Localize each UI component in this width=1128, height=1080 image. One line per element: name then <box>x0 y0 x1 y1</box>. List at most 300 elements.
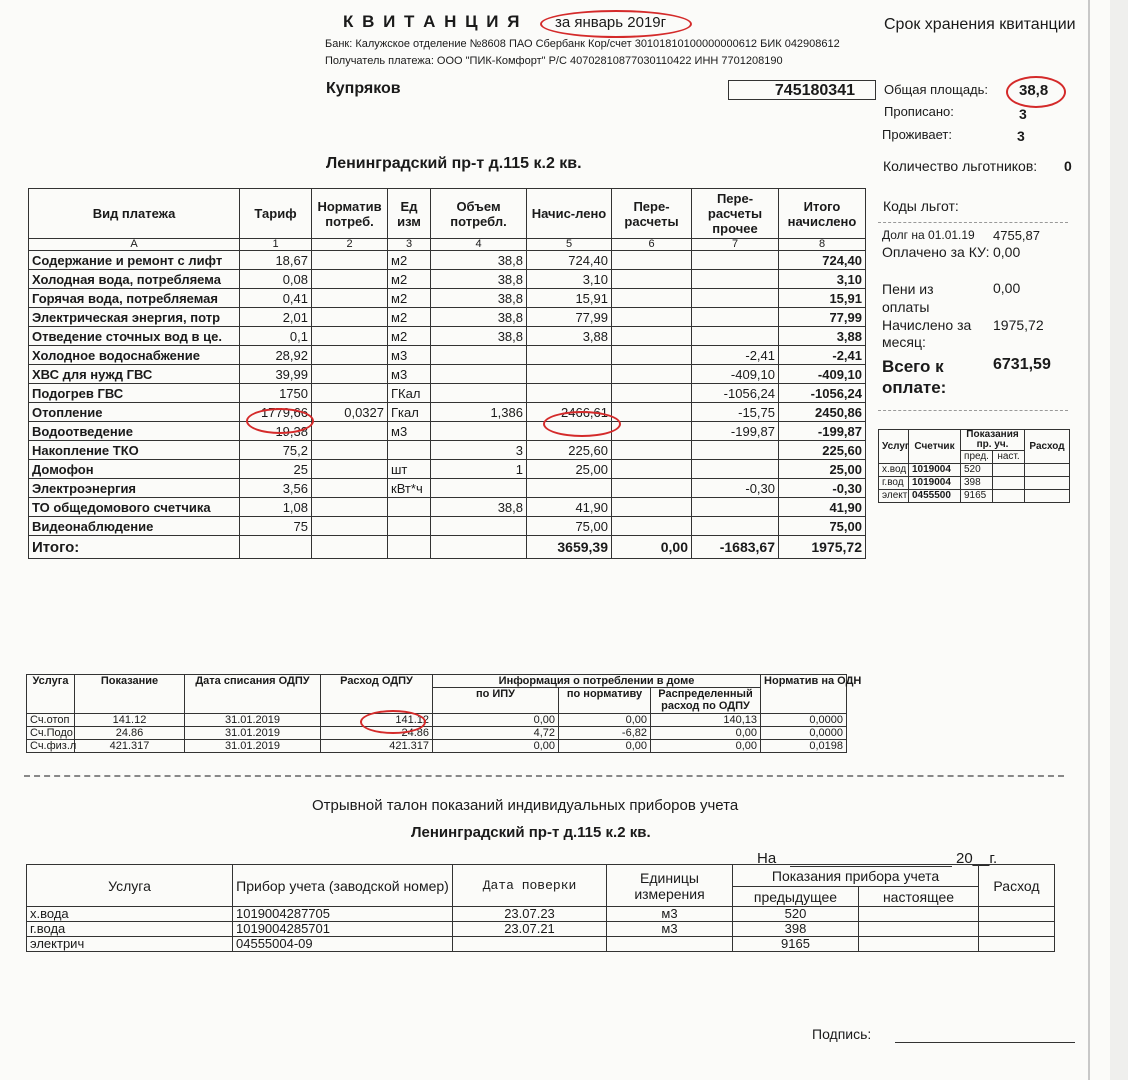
norm-cell <box>312 384 388 403</box>
tear-cell[interactable] <box>859 937 979 952</box>
tariff-cell: 75,2 <box>240 441 312 460</box>
divider <box>878 222 1068 223</box>
norm-cell: 0,0327 <box>312 403 388 422</box>
tear-row <box>27 937 1055 952</box>
meter-readings-mini <box>878 429 1070 503</box>
tear-title: Отрывной талон показаний индивидуальных приборов учета <box>312 797 739 814</box>
charge-row <box>29 498 866 517</box>
total-cell: 25,00 <box>779 460 866 479</box>
tear-h-service: Услуга <box>27 865 233 907</box>
charge-row <box>29 422 866 441</box>
empty-cell <box>388 536 431 559</box>
meter-h-prev: пред. <box>961 451 993 464</box>
registered-value: 3 <box>1019 106 1027 122</box>
recalc-other-cell <box>692 251 779 270</box>
meter-h-meter: Счетчик <box>909 430 961 464</box>
odpu-h-odn: Норматив на ОДН <box>761 675 847 714</box>
charges-table <box>28 188 866 559</box>
volume-cell <box>431 365 527 384</box>
meter-h-curr: наст. <box>993 451 1025 464</box>
unit-cell: м3 <box>388 346 431 365</box>
tariff-cell: 3,56 <box>240 479 312 498</box>
unit-cell: м2 <box>388 270 431 289</box>
norm-cell <box>312 308 388 327</box>
odpu-h-ipu: по ИПУ <box>433 688 559 714</box>
service-name-cell: Домофон <box>29 460 240 479</box>
address: Ленинградский пр-т д.115 к.2 кв. <box>326 155 582 172</box>
volume-cell: 3 <box>431 441 527 460</box>
volume-cell: 38,8 <box>431 308 527 327</box>
charge-row <box>29 251 866 270</box>
norm-cell <box>312 517 388 536</box>
area-highlight-circle <box>1006 76 1066 108</box>
norm-cell <box>312 365 388 384</box>
recalc-cell <box>612 498 692 517</box>
penalty-value: 0,00 <box>993 280 1021 296</box>
tear-cell: 520 <box>733 907 859 922</box>
charged-cell: 25,00 <box>527 460 612 479</box>
unit-cell: м3 <box>388 365 431 384</box>
charge-row <box>29 270 866 289</box>
tear-cell: 1019004287705 <box>233 907 453 922</box>
odpu-cell: 31.01.2019 <box>185 727 321 740</box>
tear-cell: м3 <box>607 922 733 937</box>
meter-number: 0455500 <box>909 490 961 503</box>
tear-h-prev: предыдущее <box>733 887 859 907</box>
tear-date-suffix: 20__г. <box>956 850 998 867</box>
tear-h-units: Единицы измерения <box>607 865 733 907</box>
tear-cell: 398 <box>733 922 859 937</box>
recalc-other-cell <box>692 270 779 289</box>
tariff-cell: 1,08 <box>240 498 312 517</box>
norm-cell <box>312 327 388 346</box>
odpu-h-dist: Распределенный расход по ОДПУ <box>651 688 761 714</box>
paid-value: 0,00 <box>993 244 1021 260</box>
charged-cell: 3,10 <box>527 270 612 289</box>
recalc-cell <box>612 251 692 270</box>
service-name-cell: Электроэнергия <box>29 479 240 498</box>
recalc-cell <box>612 327 692 346</box>
charged-cell: 2466,61 <box>527 403 612 422</box>
recalc-cell <box>612 308 692 327</box>
benef-value: 0 <box>1064 158 1072 174</box>
odpu-cell: Сч.отоп <box>27 714 75 727</box>
meter-curr[interactable] <box>993 464 1025 477</box>
service-name-cell: Отопление <box>29 403 240 422</box>
tear-cell: 9165 <box>733 937 859 952</box>
recalc-cell <box>612 346 692 365</box>
odpu-cell: Сч.физ.л <box>27 740 75 753</box>
unit-cell: м2 <box>388 308 431 327</box>
odpu-cell: 24.86 <box>321 727 433 740</box>
odpu-h-norm: по нормативу <box>559 688 651 714</box>
odpu-cell: 31.01.2019 <box>185 714 321 727</box>
service-name-cell: Холодная вода, потребляема <box>29 270 240 289</box>
charge-row <box>29 384 866 403</box>
recalc-cell <box>612 270 692 289</box>
codes-label: Коды льгот: <box>883 198 959 214</box>
charge-row <box>29 479 866 498</box>
meter-curr[interactable] <box>993 490 1025 503</box>
penalty-label: Пени из оплаты <box>882 281 934 315</box>
index-cell: 3 <box>388 239 431 251</box>
volume-cell: 38,8 <box>431 327 527 346</box>
col-header-service: Вид платежа <box>29 189 240 239</box>
tear-h-usage: Расход <box>979 865 1055 907</box>
signature-line <box>895 1042 1075 1043</box>
unit-cell: м3 <box>388 422 431 441</box>
charged-cell <box>527 479 612 498</box>
total-cell: 2450,86 <box>779 403 866 422</box>
unit-cell: м2 <box>388 289 431 308</box>
odpu-cell: 0,00 <box>651 740 761 753</box>
tear-h-device: Прибор учета (заводской номер) <box>233 865 453 907</box>
index-cell: 8 <box>779 239 866 251</box>
tear-cell <box>453 937 607 952</box>
total-due-value: 6731,59 <box>993 356 1051 373</box>
tear-cell[interactable] <box>859 922 979 937</box>
total-cell: 77,99 <box>779 308 866 327</box>
unit-cell: Гкал <box>388 403 431 422</box>
charge-row <box>29 327 866 346</box>
odpu-cell: 141.12 <box>321 714 433 727</box>
fold-line <box>1088 0 1090 1080</box>
charge-row <box>29 365 866 384</box>
tariff-cell: 19,38 <box>240 422 312 441</box>
period-highlight-circle <box>540 10 692 38</box>
norm-cell <box>312 460 388 479</box>
meter-h-usage: Расход <box>1025 430 1070 464</box>
charged-cell: 41,90 <box>527 498 612 517</box>
total-cell: 75,00 <box>779 517 866 536</box>
index-cell: А <box>29 239 240 251</box>
recalc-cell <box>612 441 692 460</box>
norm-cell <box>312 498 388 517</box>
account-number: 745180341 <box>728 80 876 100</box>
tear-off-table <box>26 864 1055 952</box>
divider <box>878 410 1068 411</box>
meter-number: 1019004 <box>909 477 961 490</box>
tariff-cell: 1779,66 <box>240 403 312 422</box>
signature-label: Подпись: <box>812 1026 872 1042</box>
meter-usage <box>1025 464 1070 477</box>
service-name-cell: Накопление ТКО <box>29 441 240 460</box>
tear-cell: 23.07.23 <box>453 907 607 922</box>
total-cell: -2,41 <box>779 346 866 365</box>
recalc-other-cell <box>692 517 779 536</box>
odpu-row <box>27 727 847 740</box>
living-label: Проживает: <box>882 127 952 142</box>
payer-name: Купряков <box>326 80 401 97</box>
period-label: за январь 2019г <box>555 14 667 31</box>
odpu-cell: 0,00 <box>651 727 761 740</box>
storage-note: Срок хранения квитанции <box>884 16 1076 33</box>
debt-value: 4755,87 <box>993 228 1040 243</box>
bank-details: Банк: Калужское отделение №8608 ПАО Сбербанк Кор/счет 30101810100000000612 БИК 042908612 <box>325 38 840 50</box>
tariff-cell: 0,41 <box>240 289 312 308</box>
recalc-cell <box>612 384 692 403</box>
odpu-h-usage: Расход ОДПУ <box>321 675 433 714</box>
meter-h-service: Услуг <box>879 430 909 464</box>
tear-cell: 04555004-09 <box>233 937 453 952</box>
recalc-other-cell: -0,30 <box>692 479 779 498</box>
meter-row <box>879 464 1070 477</box>
recalc-cell <box>612 517 692 536</box>
odpu-cell: 0,0000 <box>761 727 847 740</box>
unit-cell: м2 <box>388 251 431 270</box>
recalc-other-cell: -2,41 <box>692 346 779 365</box>
volume-cell: 1 <box>431 460 527 479</box>
total-cell: 3,10 <box>779 270 866 289</box>
recalc-cell <box>612 403 692 422</box>
volume-cell: 38,8 <box>431 498 527 517</box>
col-header-tariff: Тариф <box>240 189 312 239</box>
index-cell: 6 <box>612 239 692 251</box>
meter-service: х.вод <box>879 464 909 477</box>
index-cell: 7 <box>692 239 779 251</box>
charge-row <box>29 403 866 422</box>
odpu-cell: 0,0000 <box>761 714 847 727</box>
tear-cell: м3 <box>607 907 733 922</box>
tariff-cell: 1750 <box>240 384 312 403</box>
norm-cell <box>312 346 388 365</box>
odpu-h-reading: Показание <box>75 675 185 714</box>
tariff-cell: 18,67 <box>240 251 312 270</box>
empty-cell <box>431 536 527 559</box>
volume-cell: 38,8 <box>431 251 527 270</box>
service-name-cell: Видеонаблюдение <box>29 517 240 536</box>
tariff-cell: 0,1 <box>240 327 312 346</box>
odpu-cell: 4,72 <box>433 727 559 740</box>
tear-row <box>27 907 1055 922</box>
col-header-charged: Начис-лено <box>527 189 612 239</box>
unit-cell: шт <box>388 460 431 479</box>
volume-cell <box>431 346 527 365</box>
norm-cell <box>312 251 388 270</box>
meter-row <box>879 490 1070 503</box>
tear-row <box>27 922 1055 937</box>
recalc-other-cell: -1056,24 <box>692 384 779 403</box>
service-name-cell: Горячая вода, потребляемая <box>29 289 240 308</box>
meter-number: 1019004 <box>909 464 961 477</box>
service-name-cell: Содержание и ремонт с лифт <box>29 251 240 270</box>
service-name-cell: Электрическая энергия, потр <box>29 308 240 327</box>
odpu-table <box>26 674 862 753</box>
meter-usage <box>1025 490 1070 503</box>
living-value: 3 <box>1017 128 1025 144</box>
recalc-other-cell <box>692 327 779 346</box>
unit-cell <box>388 517 431 536</box>
tear-address: Ленинградский пр-т д.115 к.2 кв. <box>411 824 651 841</box>
meter-usage <box>1025 477 1070 490</box>
index-row <box>29 239 866 251</box>
charged-cell: 225,60 <box>527 441 612 460</box>
registered-label: Прописано: <box>884 104 954 119</box>
col-header-unit: Ед изм <box>388 189 431 239</box>
meter-h-readings: Показания пр. уч. <box>961 430 1025 451</box>
total-label: Итого: <box>29 536 240 559</box>
total-cell: 3,88 <box>779 327 866 346</box>
charged-cell: 77,99 <box>527 308 612 327</box>
recalc-other-cell: -409,10 <box>692 365 779 384</box>
service-name-cell: Холодное водоснабжение <box>29 346 240 365</box>
odpu-cell: 0,00 <box>559 740 651 753</box>
odpu-cell: 0,00 <box>433 714 559 727</box>
charge-row <box>29 346 866 365</box>
debt-label: Долг на 01.01.19 <box>882 228 975 242</box>
meter-prev: 9165 <box>961 490 993 503</box>
volume-cell <box>431 479 527 498</box>
area-value: 38,8 <box>1019 82 1049 99</box>
tear-cell <box>607 937 733 952</box>
odpu-cell: 140,13 <box>651 714 761 727</box>
service-name-cell: ТО общедомового счетчика <box>29 498 240 517</box>
total-recalc-other: -1683,67 <box>692 536 779 559</box>
tear-cell: х.вода <box>27 907 233 922</box>
receipt-title: К В И Т А Н Ц И Я <box>343 12 522 31</box>
unit-cell: кВт*ч <box>388 479 431 498</box>
charge-row <box>29 460 866 479</box>
meter-prev: 520 <box>961 464 993 477</box>
paid-label: Оплачено за КУ: <box>882 244 990 260</box>
norm-cell <box>312 422 388 441</box>
meter-prev: 398 <box>961 477 993 490</box>
tear-date-prefix: На <box>757 850 777 867</box>
odpu-h-info: Информация о потреблении в доме <box>433 675 761 688</box>
total-cell: -409,10 <box>779 365 866 384</box>
charged-cell: 15,91 <box>527 289 612 308</box>
col-header-norm: Норматив потреб. <box>312 189 388 239</box>
total-charged: 3659,39 <box>527 536 612 559</box>
odpu-h-service: Услуга <box>27 675 75 714</box>
odpu-cell: 141.12 <box>75 714 185 727</box>
odpu-cell: 421.317 <box>75 740 185 753</box>
recalc-other-cell <box>692 498 779 517</box>
total-sum: 1975,72 <box>779 536 866 559</box>
total-cell: -199,87 <box>779 422 866 441</box>
tear-cell: 1019004285701 <box>233 922 453 937</box>
charged-label: Начислено за месяц: <box>882 317 972 350</box>
tear-cell: электрич <box>27 937 233 952</box>
tear-h-check: Дата поверки <box>453 865 607 907</box>
unit-cell: ГКал <box>388 384 431 403</box>
charge-row <box>29 441 866 460</box>
total-cell: 41,90 <box>779 498 866 517</box>
odpu-cell: 0,0198 <box>761 740 847 753</box>
recalc-cell <box>612 479 692 498</box>
tariff-cell: 28,92 <box>240 346 312 365</box>
charged-highlight-circle <box>543 411 621 437</box>
volume-cell: 38,8 <box>431 289 527 308</box>
volume-cell: 1,386 <box>431 403 527 422</box>
tariff-cell: 39,99 <box>240 365 312 384</box>
odpu-cell: 31.01.2019 <box>185 740 321 753</box>
recalc-other-cell: -15,75 <box>692 403 779 422</box>
total-cell: -0,30 <box>779 479 866 498</box>
volume-cell <box>431 384 527 403</box>
volume-cell <box>431 517 527 536</box>
recalc-other-cell <box>692 441 779 460</box>
recalc-other-cell <box>692 460 779 479</box>
charge-row <box>29 517 866 536</box>
recipient-details: Получатель платежа: ООО "ПИК-Комфорт" Р/С 40702810877030110422 ИНН 7701208190 <box>325 55 783 67</box>
norm-cell <box>312 289 388 308</box>
tariff-highlight-circle <box>246 408 314 434</box>
meter-service: элект <box>879 490 909 503</box>
col-header-total: Итого начислено <box>779 189 866 239</box>
tear-h-curr: настоящее <box>859 887 979 907</box>
col-header-recalc: Пере-расчеты <box>612 189 692 239</box>
tariff-cell: 2,01 <box>240 308 312 327</box>
total-cell: -1056,24 <box>779 384 866 403</box>
total-recalc: 0,00 <box>612 536 692 559</box>
charged-cell: 75,00 <box>527 517 612 536</box>
odpu-highlight-circle <box>360 710 426 734</box>
tear-cell <box>979 907 1055 922</box>
charged-cell <box>527 384 612 403</box>
empty-cell <box>312 536 388 559</box>
charge-row <box>29 289 866 308</box>
unit-cell <box>388 441 431 460</box>
service-name-cell: Водоотведение <box>29 422 240 441</box>
total-cell: 15,91 <box>779 289 866 308</box>
tear-h-readings: Показания прибора учета <box>733 865 979 887</box>
recalc-cell <box>612 460 692 479</box>
meter-service: г.вод <box>879 477 909 490</box>
tariff-cell: 75 <box>240 517 312 536</box>
tear-cell: 23.07.21 <box>453 922 607 937</box>
volume-cell: 38,8 <box>431 270 527 289</box>
charged-value: 1975,72 <box>993 317 1044 333</box>
odpu-cell: Сч.Подо <box>27 727 75 740</box>
meter-curr[interactable] <box>993 477 1025 490</box>
tear-cell: г.вода <box>27 922 233 937</box>
odpu-cell: 0,00 <box>433 740 559 753</box>
col-header-recalc-other: Пере-расчеты прочее <box>692 189 779 239</box>
total-row <box>29 536 866 559</box>
tariff-cell: 0,08 <box>240 270 312 289</box>
recalc-other-cell: -199,87 <box>692 422 779 441</box>
area-label: Общая площадь: <box>884 82 989 97</box>
service-name-cell: ХВС для нужд ГВС <box>29 365 240 384</box>
unit-cell: м2 <box>388 327 431 346</box>
tear-cell <box>979 937 1055 952</box>
charged-cell: 724,40 <box>527 251 612 270</box>
tear-cell <box>979 922 1055 937</box>
benef-label: Количество льготников: <box>883 158 1038 174</box>
tear-cell[interactable] <box>859 907 979 922</box>
index-cell: 2 <box>312 239 388 251</box>
odpu-cell: 421.317 <box>321 740 433 753</box>
recalc-other-cell <box>692 289 779 308</box>
odpu-cell: 0,00 <box>559 714 651 727</box>
tariff-cell: 25 <box>240 460 312 479</box>
index-cell: 1 <box>240 239 312 251</box>
service-name-cell: Подогрев ГВС <box>29 384 240 403</box>
tear-line <box>24 775 1064 777</box>
odpu-row <box>27 714 847 727</box>
service-name-cell: Отведение сточных вод в це. <box>29 327 240 346</box>
odpu-cell: -6,82 <box>559 727 651 740</box>
total-cell: 724,40 <box>779 251 866 270</box>
norm-cell <box>312 441 388 460</box>
index-cell: 5 <box>527 239 612 251</box>
odpu-h-date: Дата списания ОДПУ <box>185 675 321 714</box>
charged-cell <box>527 365 612 384</box>
total-due-label: Всего к оплате: <box>882 357 947 397</box>
recalc-cell <box>612 289 692 308</box>
norm-cell <box>312 270 388 289</box>
